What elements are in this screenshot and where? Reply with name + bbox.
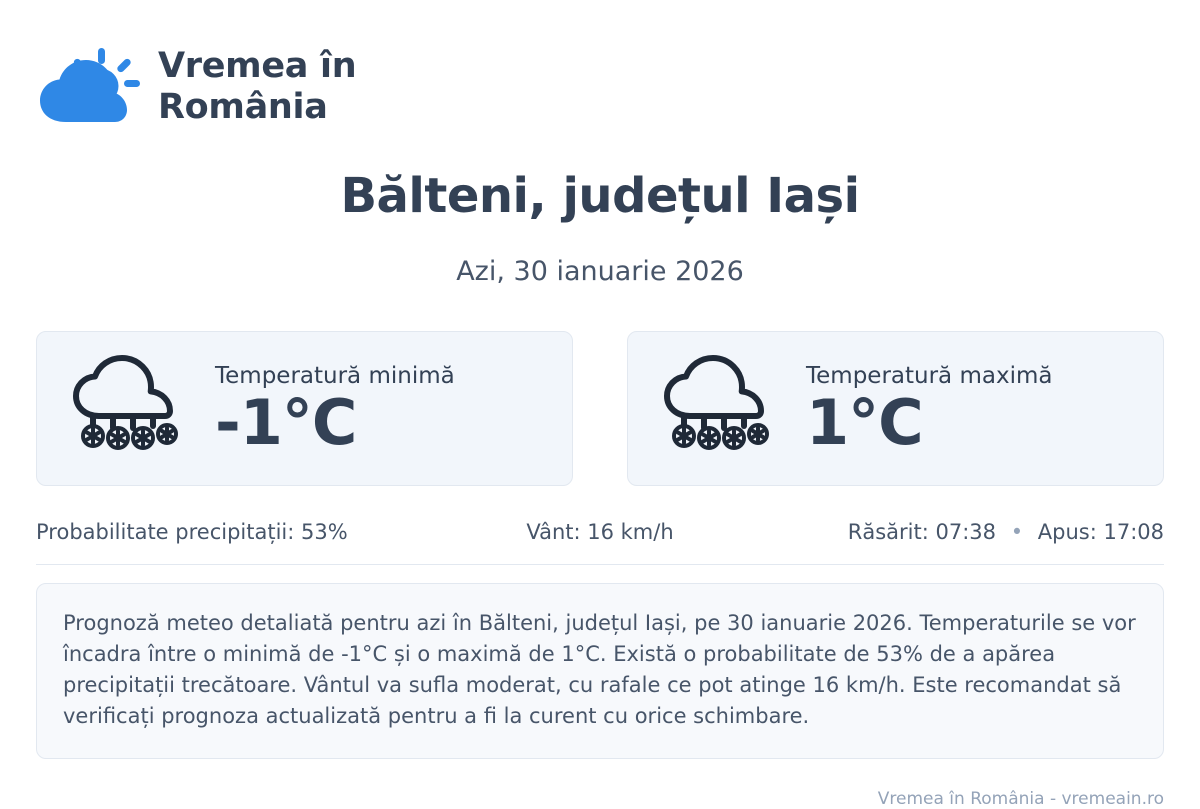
max-temperature-text xyxy=(806,363,1137,460)
page-title: Bălteni, județul Iași xyxy=(340,168,860,224)
min-temperature-label: Temperatură minimă xyxy=(215,363,455,390)
sunrise-value: Răsărit: 07:38 xyxy=(847,520,997,545)
temperature-cards xyxy=(36,331,1164,486)
cloud-with-snow-icon xyxy=(654,354,784,464)
sun-behind-cloud-icon xyxy=(36,44,140,130)
site-title-line1: Vremea în xyxy=(158,45,357,86)
weather-stats-row xyxy=(36,520,1164,565)
max-temperature-label: Temperatură maximă xyxy=(806,363,1053,390)
page-footer: Vremea în România - vremeain.ro xyxy=(877,789,1164,809)
site-title xyxy=(158,46,356,129)
min-temperature-value: -1°C xyxy=(215,386,357,460)
max-temperature-card xyxy=(627,331,1164,486)
sun-times-separator: • xyxy=(1010,520,1024,545)
page-date: Azi, 30 ianuarie 2026 xyxy=(456,256,744,288)
sunset-value: Apus: 17:08 xyxy=(1037,520,1164,545)
site-header xyxy=(36,0,1164,130)
sun-times-stat xyxy=(788,520,1164,544)
wind-stat: Vânt: 16 km/h xyxy=(526,520,674,545)
precipitation-stat: Probabilitate precipitații: 53% xyxy=(36,520,348,545)
min-temperature-card xyxy=(36,331,573,486)
min-temperature-text xyxy=(215,363,546,460)
forecast-description: Prognoză meteo detaliată pentru azi în Bălteni, județul Iași, pe 30 ianuarie 2026. Temperaturile se vor încadra între o minimă de -1°C și o maximă de 1°C. Există o probabilitate de 53% de a apărea precipitații trecătoare. Vântul va sufla moderat, cu rafale ce pot atinge 16 km/h. Este recomandat să verificați prognoza actualizată pentru a fi la curent cu orice schimbare. xyxy=(36,583,1164,759)
site-title-line2: România xyxy=(158,87,328,127)
max-temperature-value: 1°C xyxy=(806,386,923,460)
cloud-with-snow-icon xyxy=(63,354,193,464)
